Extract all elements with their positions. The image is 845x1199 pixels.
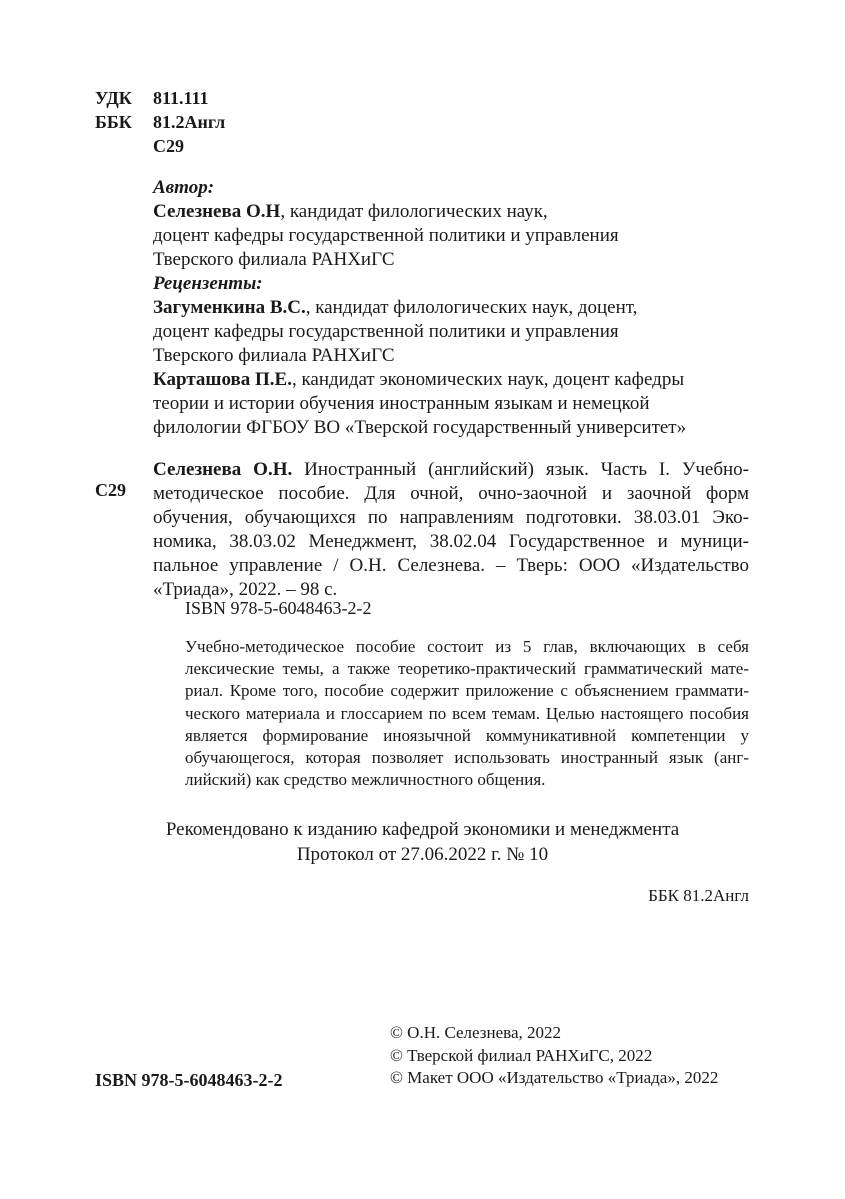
copyright-line-2: © Тверской филиал РАНХиГС, 2022 [390,1045,653,1065]
citation-line-6: «Триада», 2022. – 98 с. [153,579,338,600]
reviewer1-line-1-rest: , кандидат филологических наук, доцент, [305,297,638,318]
author-line-2: доцент кафедры государственной политики и управления [153,225,619,246]
copyright-block [390,1022,718,1090]
author-mark: С29 [153,136,184,156]
citation-side-mark: С29 [95,480,126,500]
recommendation-line-1: Рекомендовано к изданию кафедрой экономики и менеджмента [165,819,680,840]
annotation-line-7: лийский) как средство межличностного общения. [185,770,546,790]
reviewer1-line-2: доцент кафедры государственной политики и управления [153,321,619,342]
bbk-row [95,110,225,134]
copyright-line-1: © О.Н. Селезнева, 2022 [390,1023,562,1042]
citation-line-3: обучения, обучающихся по направлениям подготовки. 38.03.01 Эко- [153,507,749,528]
annotation-line-4: ческого материала и глоссарием по всем темам. Целью настоящего пособия [185,703,749,723]
bbk-label: ББК [95,112,132,132]
recommendation-line-2: Протокол от 27.06.2022 г. № 10 [296,844,549,865]
bbk-bottom: ББК 81.2Англ [648,886,749,905]
isbn-bottom: ISBN 978-5-6048463-2-2 [95,1070,283,1090]
udk-label: УДК [95,88,132,108]
annotation-line-5: является формирование иноязычной коммуникативной компетенции у [185,725,749,745]
annotation-block [185,636,749,791]
reviewer2-line-1 [153,368,686,392]
reviewers-heading: Рецензенты: [153,273,263,294]
bbk-value: 81.2Англ [153,112,226,132]
copyright-line-3: © Макет ООО «Издательство «Триада», 2022 [390,1068,719,1087]
reviewer1-name: Загуменкина В.С. [153,297,306,318]
annotation-line-6: обучающегося, которая позволяет использовать иностранный язык (анг- [185,748,749,768]
citation-block [153,458,749,602]
author-line-3: Тверского филиала РАНХиГС [153,249,395,270]
citation-line-4: номика, 38.03.02 Менеджмент, 38.02.04 Государственное и муници- [153,531,749,552]
annotation-line-1: Учебно-методическое пособие состоит из 5 глав, включающих в себя [185,637,749,656]
annotation-line-3: риал. Кроме того, пособие содержит приложение с объяснением граммати- [185,681,749,701]
citation-line-2: методическое пособие. Для очной, очно-заочной и заочной форм [153,483,749,504]
citation-line-1 [153,458,749,482]
reviewer2-name: Карташова П.Е. [153,369,292,390]
reviewers-section [153,272,686,440]
annotation-line-2: лексические темы, а также теоретико-практический грамматический мате- [185,659,749,679]
author-line-1 [153,200,619,224]
classification-codes [95,86,225,158]
author-mark-row [95,134,225,158]
reviewer2-line-2: теории и истории обучения иностранным языкам и немецкой [153,393,650,414]
author-line-1-rest: , кандидат филологических наук, [280,201,548,222]
author-heading: Автор: [153,177,215,198]
udk-row [95,86,225,110]
citation-isbn: ISBN 978-5-6048463-2-2 [185,598,372,618]
author-section [153,176,619,272]
citation-line-1-rest: Иностранный (английский) язык. Часть I. Учебно- [292,459,749,480]
udk-value: 811.111 [153,88,209,108]
citation-author: Селезнева О.Н. [153,459,293,480]
reviewer2-line-3: филологии ФГБОУ ВО «Тверской государственный университет» [153,417,687,438]
reviewer1-line-1 [153,296,686,320]
author-name: Селезнева О.Н [153,201,281,222]
reviewer1-line-3: Тверского филиала РАНХиГС [153,345,395,366]
citation-line-5: пальное управление / О.Н. Селезнева. – Тверь: ООО «Издательство [153,555,749,576]
reviewer2-line-1-rest: , кандидат экономических наук, доцент кафедры [291,369,685,390]
